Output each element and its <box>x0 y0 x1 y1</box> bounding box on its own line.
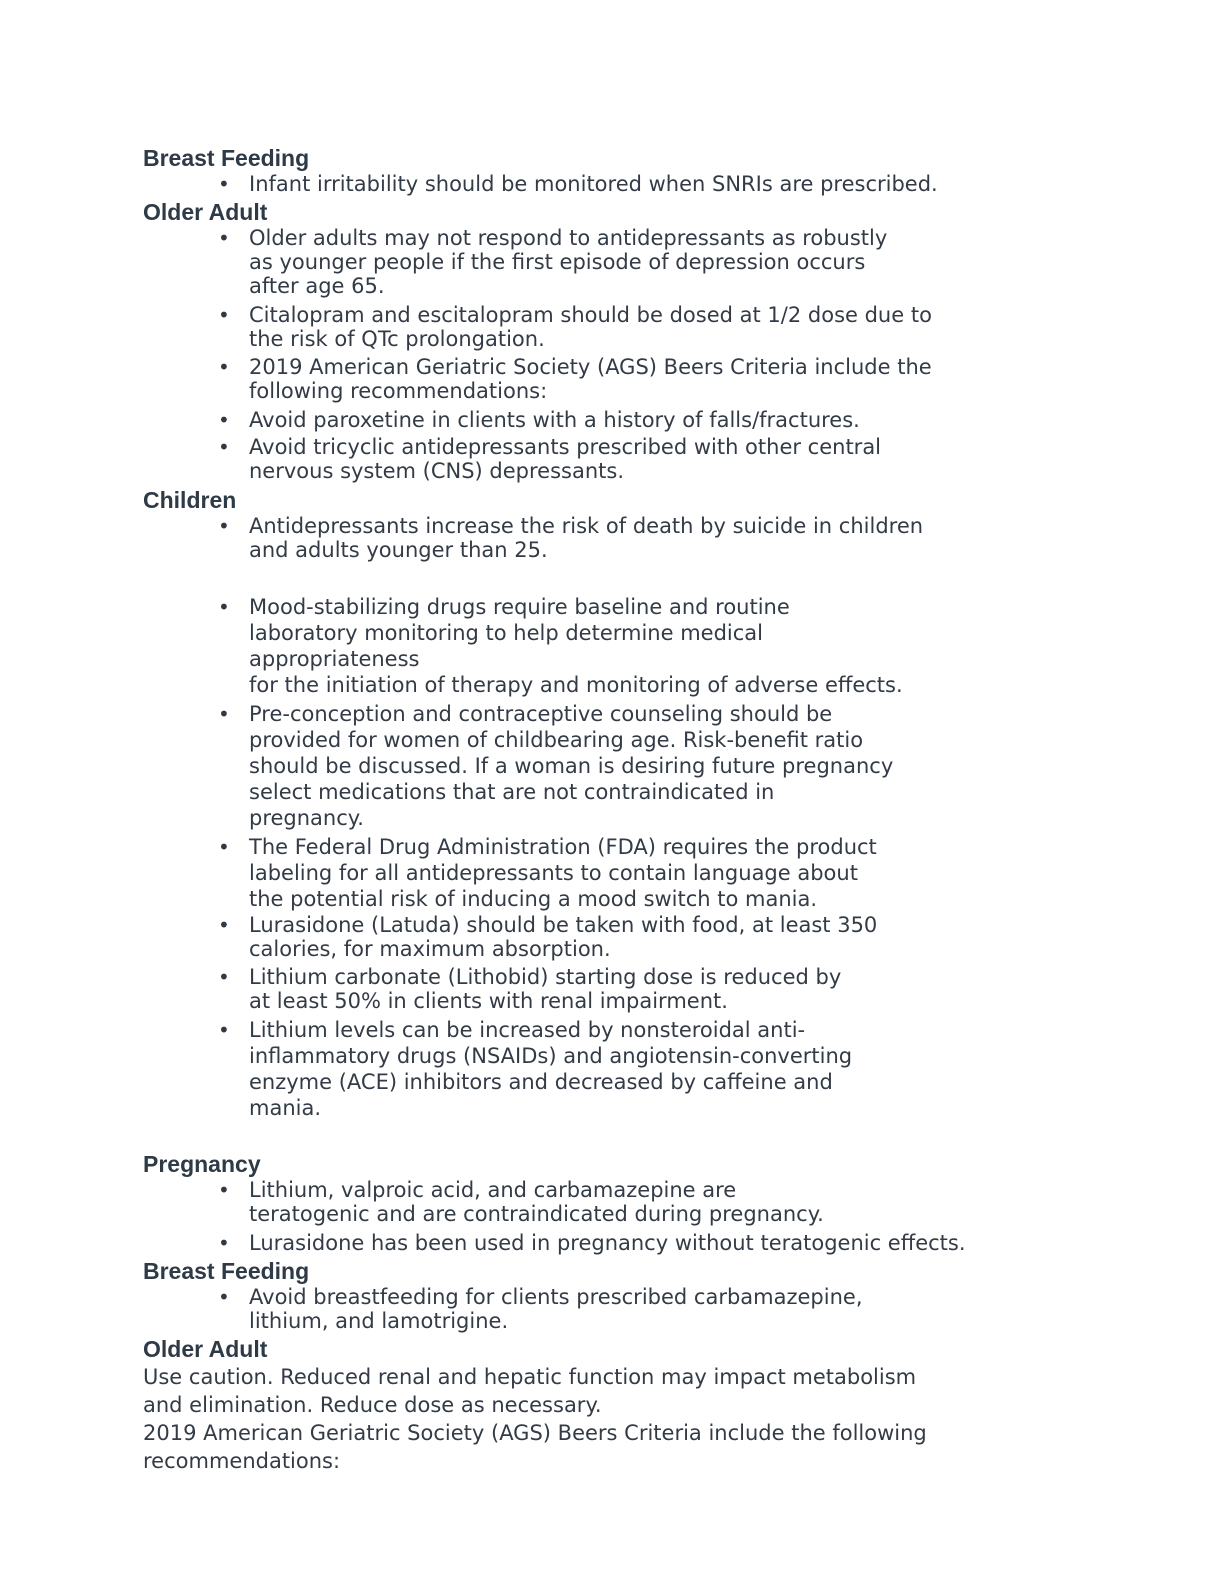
bullet-icon: • <box>218 835 230 859</box>
list-item: • Infant irritability should be monitored when SNRIs are prescribed. <box>218 172 938 196</box>
list-item: • 2019 American Geriatric Society (AGS) Beers Criteria include the following recommendations: <box>218 355 932 403</box>
bullet-icon: • <box>218 226 230 250</box>
list-item: • Antidepressants increase the risk of death by suicide in children and adults younger than 25. <box>218 514 924 562</box>
paragraph: Use caution. Reduced renal and hepatic function may impact metabolism and elimination. Reduce dose as necessary. <box>143 1365 917 1417</box>
bullet-icon: • <box>218 303 230 327</box>
list-item: • Citalopram and escitalopram should be dosed at 1/2 dose due to the risk of QTc prolongation. <box>218 303 932 351</box>
heading-breast-feeding: Breast Feeding <box>143 1258 310 1284</box>
bullet-icon: • <box>218 408 230 432</box>
list-item: • Lurasidone has been used in pregnancy without teratogenic effects. <box>218 1231 966 1255</box>
list-item: • Lithium carbonate (Lithobid) starting dose is reduced by at least 50% in clients with renal impairment. <box>218 965 842 1013</box>
list-item: • Lurasidone (Latuda) should be taken with food, at least 350 calories, for maximum absorption. <box>218 913 878 961</box>
list-item: • Pre-conception and contraceptive counseling should be provided for women of childbearing age. Risk-benefit ratio should be discussed. If a woman is desiring future pregnancy select medications that are not contraindicated in pregnancy. <box>218 702 894 830</box>
bullet-icon: • <box>218 1178 230 1202</box>
heading-older-adult: Older Adult <box>143 1336 268 1362</box>
list-item: • The Federal Drug Administration (FDA) requires the product labeling for all antidepressants to contain language about the potential risk of inducing a mood switch to mania. <box>218 835 877 911</box>
heading-pregnancy: Pregnancy <box>143 1151 261 1177</box>
bullet-icon: • <box>218 1018 230 1042</box>
heading-older-adult: Older Adult <box>143 199 268 225</box>
paragraph: 2019 American Geriatric Society (AGS) Beers Criteria include the following recommendations: <box>143 1421 927 1473</box>
list-item: • Mood-stabilizing drugs require baseline and routine laboratory monitoring to help determine medical appropriateness for the initiation of therapy and monitoring of adverse effects. <box>218 595 903 697</box>
list-item: • Avoid breastfeeding for clients prescribed carbamazepine, lithium, and lamotrigine. <box>218 1285 863 1333</box>
list-item: • Avoid tricyclic antidepressants prescribed with other central nervous system (CNS) depressants. <box>218 435 882 483</box>
bullet-icon: • <box>218 435 230 459</box>
bullet-icon: • <box>218 913 230 937</box>
heading-breast-feeding: Breast Feeding <box>143 145 310 171</box>
bullet-icon: • <box>218 595 230 619</box>
bullet-icon: • <box>218 355 230 379</box>
list-item: • Lithium, valproic acid, and carbamazepine are teratogenic and are contraindicated during pregnancy. <box>218 1178 824 1226</box>
bullet-icon: • <box>218 1285 230 1309</box>
heading-children: Children <box>143 487 237 513</box>
list-item: • Older adults may not respond to antidepressants as robustly as younger people if the first episode of depression occurs after age 65. <box>218 226 888 298</box>
bullet-icon: • <box>218 1231 230 1255</box>
bullet-icon: • <box>218 172 230 196</box>
list-item: • Lithium levels can be increased by nonsteroidal anti- inflammatory drugs (NSAIDs) and angiotensin-converting enzyme (ACE) inhibitors and decreased by caffeine and mania. <box>218 1018 853 1120</box>
bullet-icon: • <box>218 965 230 989</box>
bullet-icon: • <box>218 702 230 726</box>
list-item: • Avoid paroxetine in clients with a history of falls/fractures. <box>218 408 860 432</box>
bullet-icon: • <box>218 514 230 538</box>
